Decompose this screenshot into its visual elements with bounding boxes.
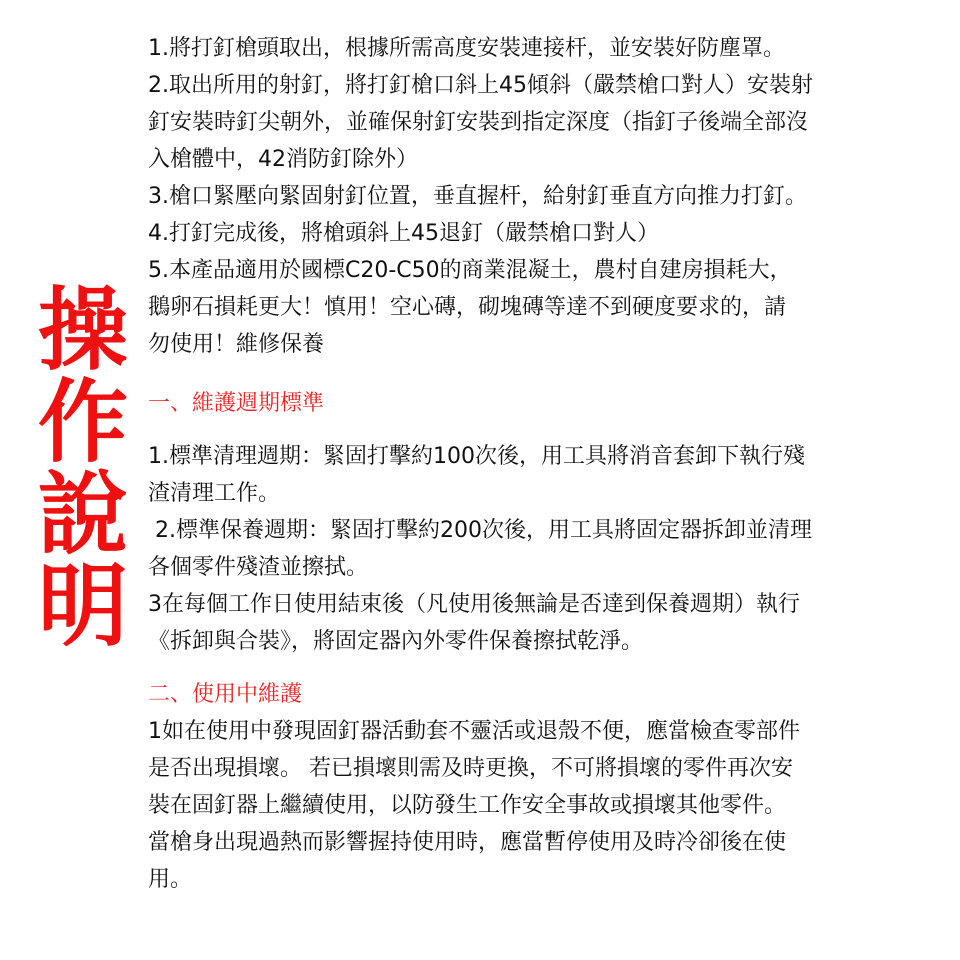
- section-line: 用。: [148, 867, 193, 892]
- instruction-line: 2.取出所用的射釘，將打釘槍口斜上45傾斜（嚴禁槍口對人）安裝射: [148, 73, 813, 98]
- instructions-content: [148, 30, 948, 898]
- section-line: 3在每個工作日使用結束後（凡使用後無論是否達到保養週期）執行: [148, 592, 800, 617]
- instruction-line: 5.本產品適用於國標C20-C50的商業混凝土，農村自建房損耗大，: [148, 258, 792, 283]
- section-in-use-maintenance: [148, 713, 948, 898]
- section-line: 各個零件殘渣並擦拭。: [148, 555, 369, 580]
- section-line: 渣清理工作。: [148, 481, 281, 506]
- section-line: 2.標準保養週期：緊固打擊約200次後，用工具將固定器拆卸並清理: [148, 518, 812, 543]
- section-maintenance-cycle: [148, 438, 948, 660]
- side-title-char: 說: [38, 462, 128, 567]
- instruction-line: 4.打釘完成後，將槍頭斜上45退釘（嚴禁槍口對人）: [148, 221, 659, 246]
- section-line: 1.標準清理週期：緊固打擊約100次後，用工具將消音套卸下執行殘: [148, 444, 805, 469]
- instruction-list: [148, 30, 948, 363]
- section-line: 《拆卸與合裝》，將固定器內外零件保養擦拭乾淨。: [148, 629, 644, 654]
- instruction-line: 入槍體中，42消防釘除外）: [148, 147, 418, 172]
- instruction-line: 1.將打釘槍頭取出，根據所需高度安裝連接杆，並安裝好防塵罩。: [148, 36, 785, 61]
- section-title-in-use-maintenance: 二、使用中維護: [148, 682, 303, 707]
- section-line: 1如在使用中發現固釘器活動套不靈活或退殼不便，應當檢查零部件: [148, 719, 800, 744]
- side-title: [28, 278, 138, 659]
- instruction-line: 鵝卵石損耗更大！慎用！空心磚，砌塊磚等達不到硬度要求的，請: [148, 295, 787, 320]
- section-line: 當槍身出現過熱而影響握持使用時，應當暫停使用及時冷卻後在使: [148, 830, 787, 855]
- side-title-char: 作: [38, 370, 128, 475]
- side-title-char: 明: [38, 554, 128, 659]
- instruction-line: 3.槍口緊壓向緊固射釘位置，垂直握杆，給射釘垂直方向推力打釘。: [148, 184, 807, 209]
- instruction-line: 勿使用！維修保養: [148, 332, 325, 357]
- section-title-maintenance-cycle: 一、維護週期標準: [148, 391, 325, 416]
- section-line: 裝在固釘器上繼續使用，以防發生工作安全事故或損壞其他零件。: [148, 793, 787, 818]
- section-line: 是否出現損壞。 若已損壞則需及時更換，不可將損壞的零件再次安: [148, 756, 793, 781]
- instruction-line: 釘安裝時釘尖朝外，並確保射釘安裝到指定深度（指釘子後端全部沒: [148, 110, 809, 135]
- side-title-char: 操: [38, 278, 128, 383]
